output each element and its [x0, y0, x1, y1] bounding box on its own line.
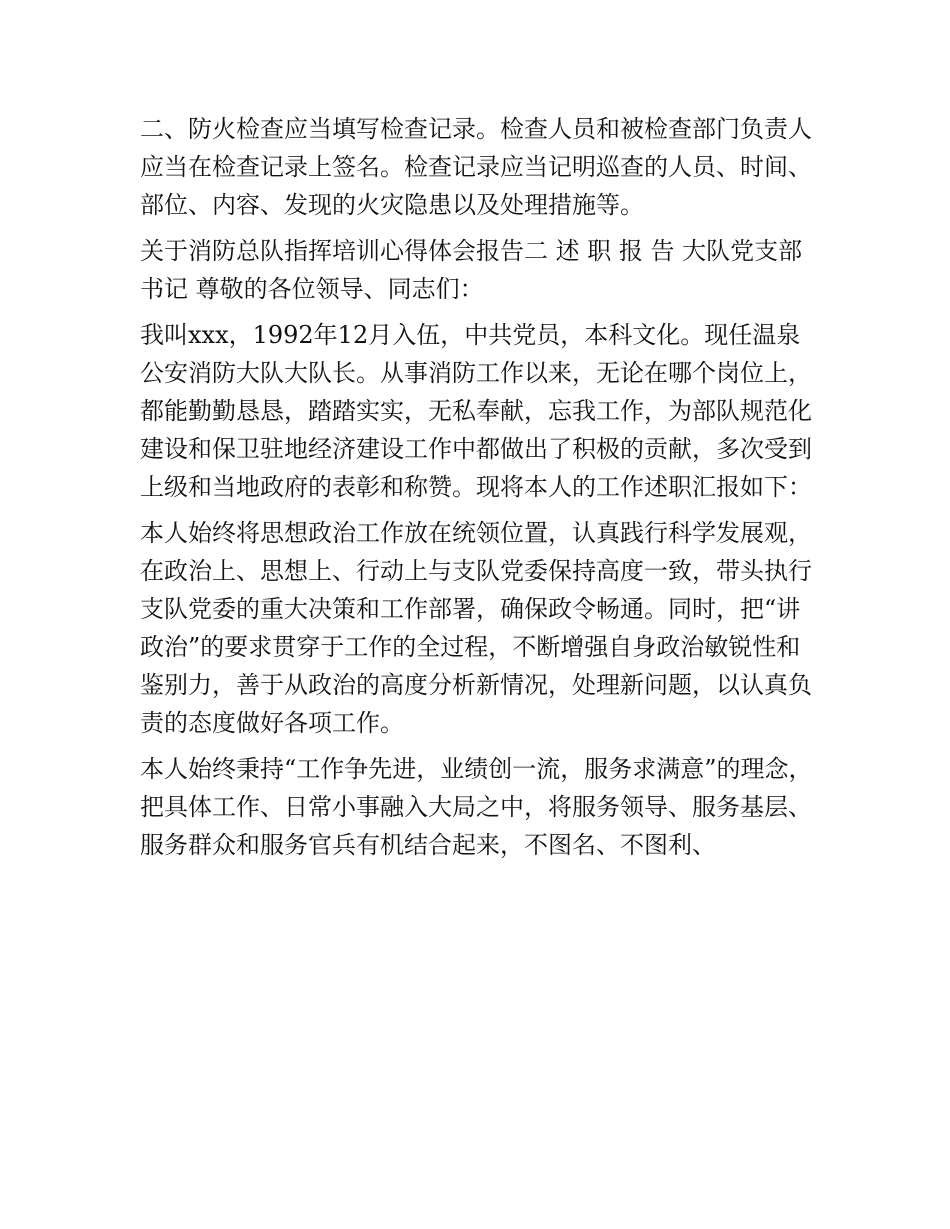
paragraph-political-work: 本人始终将思想政治工作放在统领位置，认真践行科学发展观，在政治上、思想上、行动上与支队党委保持高度一致，带头执行支队党委的重大决策和工作部署，确保政令畅通。同时，把“讲政治”的要求贯穿于工作的全过程，不断增强自身政治敏锐性和鉴别力，善于从政治的高度分析新情况，处理新问题，以认真负责的态度做好各项工作。 — [140, 519, 812, 737]
paragraph-service-concept: 本人始终秉持“工作争先进，业绩创一流，服务求满意”的理念，把具体工作、日常小事融入大局之中，将服务领导、服务基层、服务群众和服务官兵有机结合起来，不图名、不图利、 — [140, 755, 813, 859]
paragraph-self-introduction: 我叫xxx，1992年12月入伍，中共党员，本科文化。现任温泉公安消防大队大队长。从事消防工作以来，无论在哪个岗位上，都能勤勤恳恳，踏踏实实，无私奉献，忘我工作，为部队规范化建设和保卫驻地经济建设工作中都做出了积极的贡献，多次受到上级和当地政府的表彰和称赞。现将本人的工作述职汇报如下： — [140, 321, 812, 501]
document-body — [140, 110, 820, 872]
paragraph-report-title: 关于消防总队指挥培训心得体会报告二 述 职 报 告 大队党支部书记 尊敬的各位领导、同志们： — [140, 237, 803, 303]
paragraph-fire-inspection-record: 二、防火检查应当填写检查记录。检查人员和被检查部门负责人应当在检查记录上签名。检查记录应当记明巡查的人员、时间、部位、内容、发现的火灾隐患以及处理措施等。 — [140, 115, 812, 219]
